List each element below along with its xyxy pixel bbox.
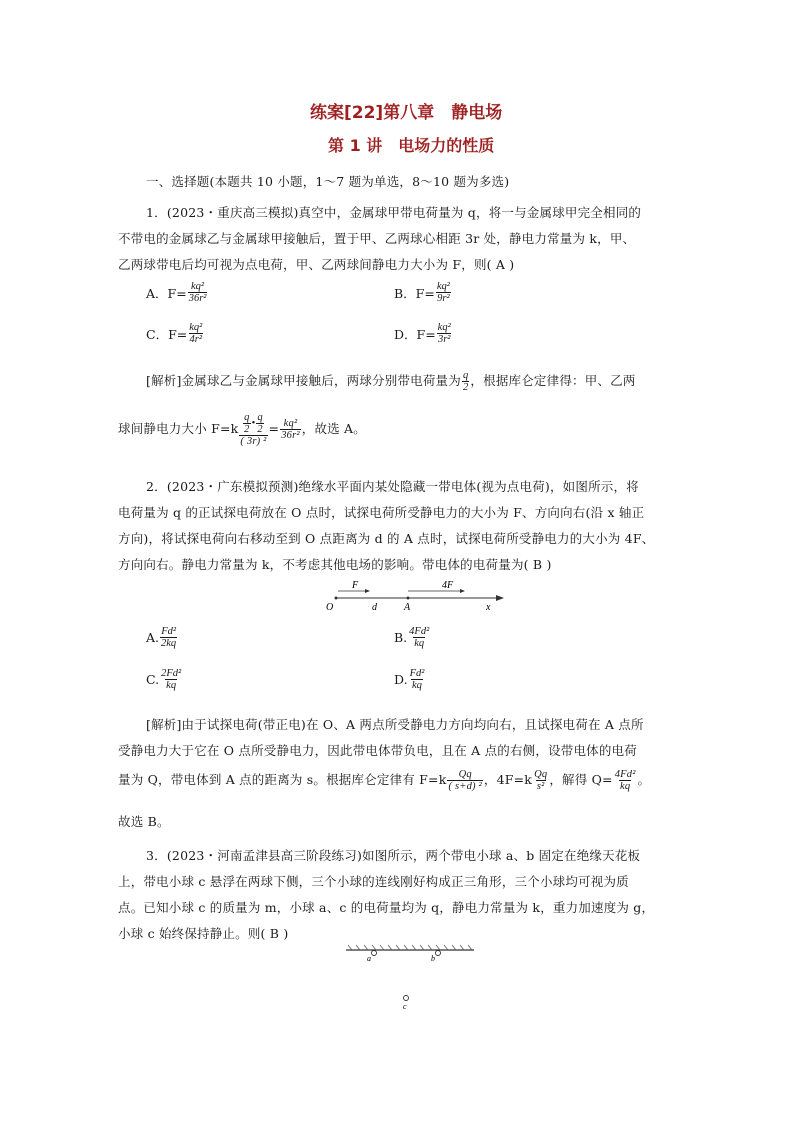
frac-numerator: Qq	[534, 769, 548, 780]
option-label: A．F=	[146, 285, 187, 301]
frac-numerator: Qq	[458, 769, 472, 780]
option-label: D.	[394, 672, 408, 688]
frac-denominator: 36r²	[188, 293, 207, 305]
frac-denominator: kq	[166, 680, 177, 692]
frac-denominator: kq	[414, 638, 425, 650]
frac-numerator: 4Fd²	[409, 626, 430, 637]
q2-line3: 方向)，将试探电荷向右移动至到 O 点距离为 d 的 A 点时，试探电荷所受静电力的大小为 4F、	[118, 531, 655, 546]
page-subtitle: 第 1 讲 电场力的性质	[328, 136, 495, 155]
frac-denominator: 2	[462, 382, 469, 394]
option-label: A.	[146, 630, 160, 646]
q1-line3: 乙两球带电后均可视为点电荷，甲、乙两球间静电力大小为 F，则( A )	[118, 257, 515, 272]
q1-line2: 不带电的金属球乙与金属球甲接触后，置于甲、乙两球心相距 3r 处，静电力常量为 k，甲、	[118, 231, 636, 246]
q2-option-a[interactable]	[146, 626, 178, 649]
frac-numerator: kq²	[191, 281, 205, 292]
frac-numerator: 4Fd²	[614, 769, 636, 780]
option-label: C．F=	[146, 326, 188, 342]
frac-denominator: kq	[412, 680, 422, 692]
label-F: F	[352, 580, 359, 591]
label-4F: 4F	[442, 580, 454, 591]
frac-numerator: Fd²	[409, 668, 425, 679]
frac-denominator: ( s+d) ²	[448, 781, 482, 793]
label-a: a	[367, 954, 371, 963]
frac-numerator: kq²	[437, 322, 451, 333]
label-O: O	[326, 602, 334, 613]
compound-fraction: $\frac{q}{2}$ • $\frac{q}{2}$ ( 3r) ²	[240, 412, 267, 448]
option-label: D．F=	[394, 326, 436, 342]
frac-denominator: 2kq	[161, 638, 177, 650]
analysis-text: 。	[637, 772, 651, 788]
q3-line1: 3．(2023・河南孟津县高三阶段练习)如图所示，两个带电小球 a、b 固定在绝缘天花板	[146, 848, 641, 863]
q2-line2: 电荷量为 q 的正试探电荷放在 O 点时，试探电荷所受静电力的大小为 F、方向向右(沿 x 轴正	[118, 505, 645, 520]
analysis-text: ，解得 Q=	[549, 772, 613, 788]
q3-line4: 小球 c 始终保持静止。则( B )	[118, 926, 289, 941]
q1-option-d[interactable]	[394, 322, 453, 345]
q2-analysis-line2: 受静电力大于它在 O 点所受静电力，因此带电体带负电，且在 A 点的右侧，设带电体的电荷	[118, 743, 637, 758]
q1-option-b[interactable]	[394, 281, 452, 304]
q1-option-c[interactable]	[146, 322, 204, 345]
label-b: b	[431, 954, 435, 963]
option-label: B．F=	[394, 285, 435, 301]
frac-numerator: kq²	[189, 322, 203, 333]
q3-figure	[340, 942, 480, 1012]
frac-denominator: 3r²	[437, 334, 451, 346]
option-label: C.	[146, 672, 160, 688]
analysis-text: ，根据库仑定律得：甲、乙两	[470, 373, 636, 389]
option-label: B.	[394, 630, 408, 646]
frac-denominator: 4r²	[189, 334, 202, 346]
q1-option-a[interactable]	[146, 281, 208, 304]
section-heading: 一、选择题(本题共 10 小题，1～7 题为单选，8～10 题为多选)	[146, 174, 510, 189]
q2-option-d[interactable]	[394, 668, 426, 691]
frac-denominator: 9r²	[437, 293, 450, 305]
label-c: c	[403, 1002, 407, 1011]
q2-line4: 方向向右。静电力常量为 k，不考虑其他电场的影响。带电体的电荷量为( B )	[118, 557, 552, 572]
label-A: A	[404, 602, 411, 613]
analysis-text: 球间静电力大小 F=k	[118, 421, 239, 437]
analysis-text: 量为 Q，带电体到 A 点的距离为 s。根据库仑定律有 F=k	[118, 772, 447, 788]
frac-numerator: kq²	[436, 281, 450, 292]
q2-option-c[interactable]	[146, 668, 183, 691]
frac-numerator: 2Fd²	[161, 668, 182, 679]
analysis-text: ，4F=k	[483, 772, 533, 788]
label-d: d	[372, 602, 377, 613]
q2-analysis-line3	[118, 769, 650, 792]
q1-analysis-line2: 球间静电力大小 F=k $\frac{q}{2}$ • $\frac{q}{2}$ ( 3r) ² = $\frac{\text{kq²}}{\text{36r²}}$ ，故选 A。	[118, 412, 366, 448]
analysis-text: ，故选 A。	[301, 421, 366, 437]
q1-line1: 1．(2023・重庆高三模拟)真空中，金属球甲带电荷量为 q，将一与金属球甲完全相同的	[146, 205, 642, 220]
frac-numerator: Fd²	[161, 626, 176, 637]
frac-denominator: s²	[536, 781, 545, 793]
q2-option-b[interactable]	[394, 626, 431, 649]
label-x: x	[486, 602, 491, 613]
q1-analysis-line1	[146, 370, 636, 393]
page-title: 练案[22]第八章 静电场	[310, 103, 503, 123]
q2-line1: 2．(2023・广东模拟预测)绝缘水平面内某处隐藏一带电体(视为点电荷)，如图所示，将	[146, 479, 639, 494]
q2-analysis-line4: 故选 B。	[118, 814, 170, 829]
frac-numerator: q	[462, 370, 469, 381]
q3-line3: 点。已知小球 c 的质量为 m，小球 a、c 的电荷量均为 q，静电力常量为 k，重力加速度为 g，	[118, 900, 655, 915]
q2-analysis-line1: [解析]由于试探电荷(带正电)在 O、A 两点所受静电力方向均向右，且试探电荷在 A 点所	[146, 717, 644, 732]
q2-figure	[320, 578, 510, 614]
frac-denominator: kq	[620, 781, 631, 793]
q3-line2: 上，带电小球 c 悬浮在两球下侧，三个小球的连线刚好构成正三角形，三个小球均可视为质	[118, 874, 629, 889]
analysis-text: [解析]金属球乙与金属球甲接触后，两球分别带电荷量为	[146, 373, 461, 389]
